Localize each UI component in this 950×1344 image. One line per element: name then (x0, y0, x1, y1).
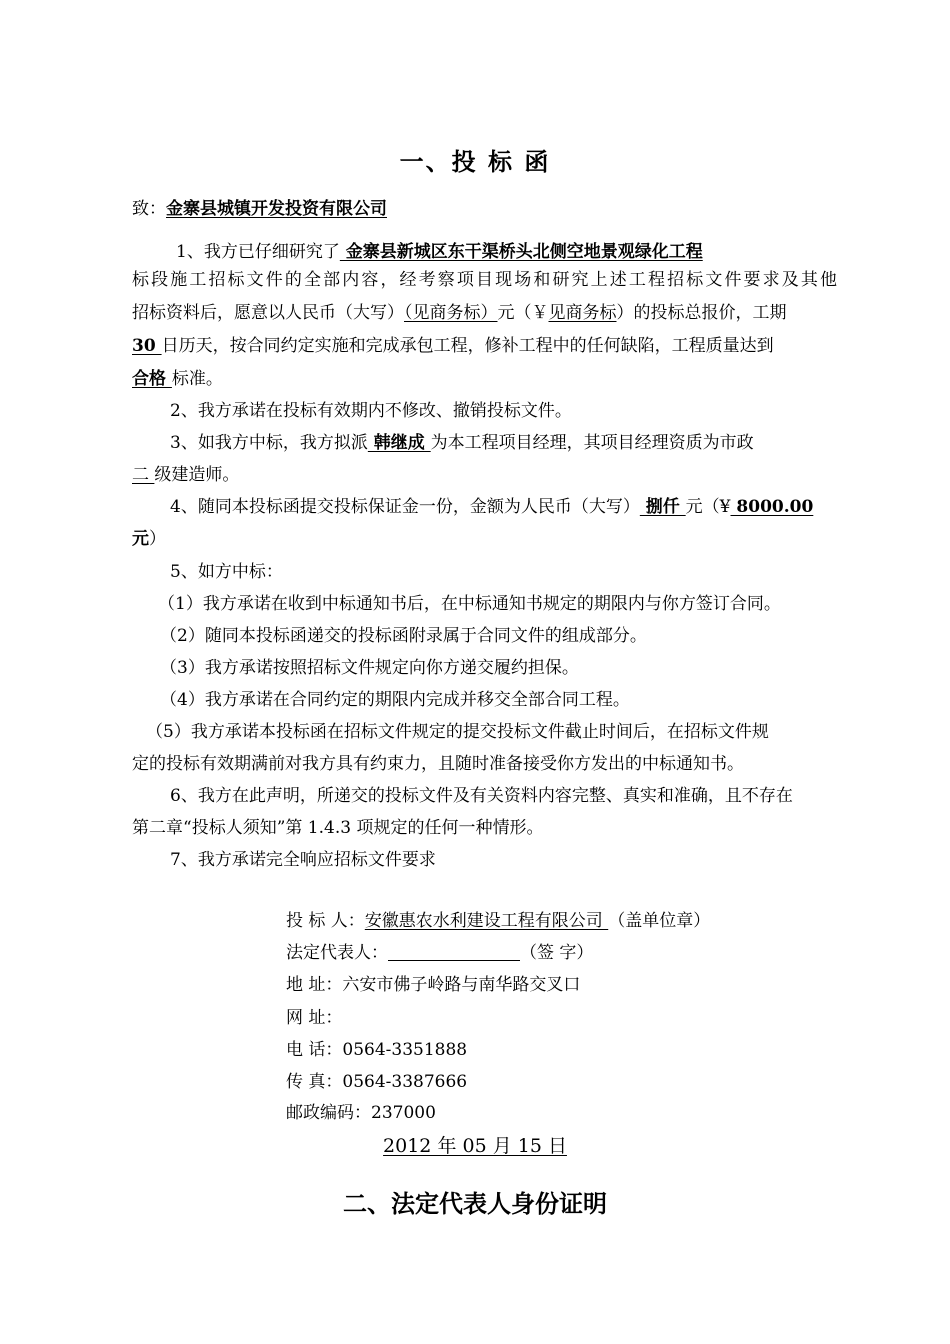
p4-text: ） (149, 529, 166, 549)
deposit-words: 捌仟 (639, 497, 686, 517)
p5-line: 5、如方中标： (170, 562, 283, 582)
phone-label: 电 话： (286, 1040, 343, 1060)
p6-line2: 第二章“投标人须知”第 1.4.3 项规定的任何一种情形。 (132, 818, 544, 838)
legal-rep-line (286, 941, 593, 965)
p5-item-3: （3）我方承诺按照招标文件规定向你方递交履约担保。 (160, 658, 579, 678)
fax-label: 传 真： (286, 1072, 343, 1092)
price-words: （见商务标） (404, 303, 498, 323)
builder-grade: 二 (132, 465, 155, 485)
p2-line: 2、我方承诺在投标有效期内不修改、撤销投标文件。 (170, 401, 572, 421)
p1-text: ）的投标总报价，工期 (616, 303, 787, 323)
p5-item-4: （4）我方承诺在合同约定的期限内完成并移交全部合同工程。 (160, 690, 630, 710)
p3-line1 (170, 431, 754, 455)
address-line (286, 973, 580, 997)
addressee-prefix: 致： (132, 199, 166, 219)
website-label: 网 址： (286, 1008, 343, 1028)
address-label: 地 址： (286, 975, 343, 995)
p5-item-5b: 定的投标有效期满前对我方具有约束力，且随时准备接受你方发出的中标通知书。 (132, 754, 744, 774)
project-name: 金寨县新城区东干渠桥头北侧空地景观绿化工程 (339, 242, 703, 262)
deposit-amount: 8000.00 (730, 497, 814, 517)
p3-line2 (132, 463, 239, 487)
phone-value: 0564-3351888 (342, 1040, 468, 1060)
addressee-line (132, 197, 387, 221)
project-manager: 韩继成 (367, 433, 431, 453)
postcode-value: 237000 (371, 1103, 436, 1123)
fax-line (286, 1070, 467, 1094)
postcode-line (286, 1101, 436, 1125)
p1-prefix: 1、我方已仔细研究了 (176, 242, 340, 262)
p1-line1 (176, 240, 703, 264)
p5-item-2: （2）随同本投标函递交的投标函附录属于合同文件的组成部分。 (160, 626, 647, 646)
addressee-company: 金寨县城镇开发投资有限公司 (166, 199, 387, 219)
p1-line5 (132, 367, 223, 391)
p4-text: 4、随同本投标函提交投标保证金一份，金额为人民币（大写） (170, 497, 640, 517)
p3-text: 为本工程项目经理，其项目经理资质为市政 (430, 433, 754, 453)
p4-text: 元（¥ (685, 497, 731, 517)
bidder-label: 投 标 人： (286, 911, 365, 931)
p3-text: 3、如我方中标，我方拟派 (170, 433, 368, 453)
p1-text: 招标资料后，愿意以人民币（大写） (132, 303, 404, 323)
postcode-label: 邮政编码： (286, 1103, 371, 1123)
p3-text: 级建造师。 (154, 465, 240, 485)
quality-standard: 合格 (132, 369, 172, 389)
signature-blank (388, 944, 520, 961)
p5-item-1: （1）我方承诺在收到中标通知书后，在中标通知书规定的期限内与你方签订合同。 (158, 594, 781, 614)
p1-text: 日历天，按合同约定实施和完成承包工程，修补工程中的任何缺陷，工程质量达到 (161, 336, 774, 356)
p5-item-5a: （5）我方承诺本投标函在招标文件规定的提交投标文件截止时间后，在招标文件规 (146, 722, 769, 742)
date-line: 2012 年 05 月 15 日 (383, 1135, 567, 1157)
p1-line4 (132, 334, 774, 358)
fax-value: 0564-3387666 (342, 1072, 468, 1092)
p1-text: 标准。 (171, 369, 223, 389)
section-title-2: 二、法定代表人身份证明 (343, 1189, 607, 1218)
bidder-line (286, 909, 710, 933)
p1-text: 元（￥ (497, 303, 549, 323)
website-line (286, 1006, 342, 1030)
p4-line2 (132, 527, 166, 551)
p6-line1: 6、我方在此声明，所递交的投标文件及有关资料内容完整、真实和准确，且不存在 (170, 786, 793, 806)
price-number: 见商务标 (548, 303, 617, 323)
bidder-name: 安徽惠农水利建设工程有限公司 (364, 911, 609, 931)
p4-line1 (170, 495, 813, 519)
p1-line3 (132, 301, 787, 325)
duration-days: 30 (132, 336, 162, 356)
phone-line (286, 1038, 467, 1062)
p4-unit: 元 (132, 529, 149, 549)
section-title: 一、投 标 函 (399, 147, 551, 176)
sign-note: （签 字） (520, 943, 594, 963)
legal-rep-label: 法定代表人： (286, 943, 388, 963)
address-value: 六安市佛子岭路与南华路交叉口 (342, 975, 581, 995)
p7-line: 7、我方承诺完全响应招标文件要求 (170, 850, 436, 870)
p1-line2: 标段施工招标文件的全部内容，经考察项目现场和研究上述工程招标文件要求及其他 (132, 270, 837, 290)
seal-note: （盖单位章） (608, 911, 711, 931)
